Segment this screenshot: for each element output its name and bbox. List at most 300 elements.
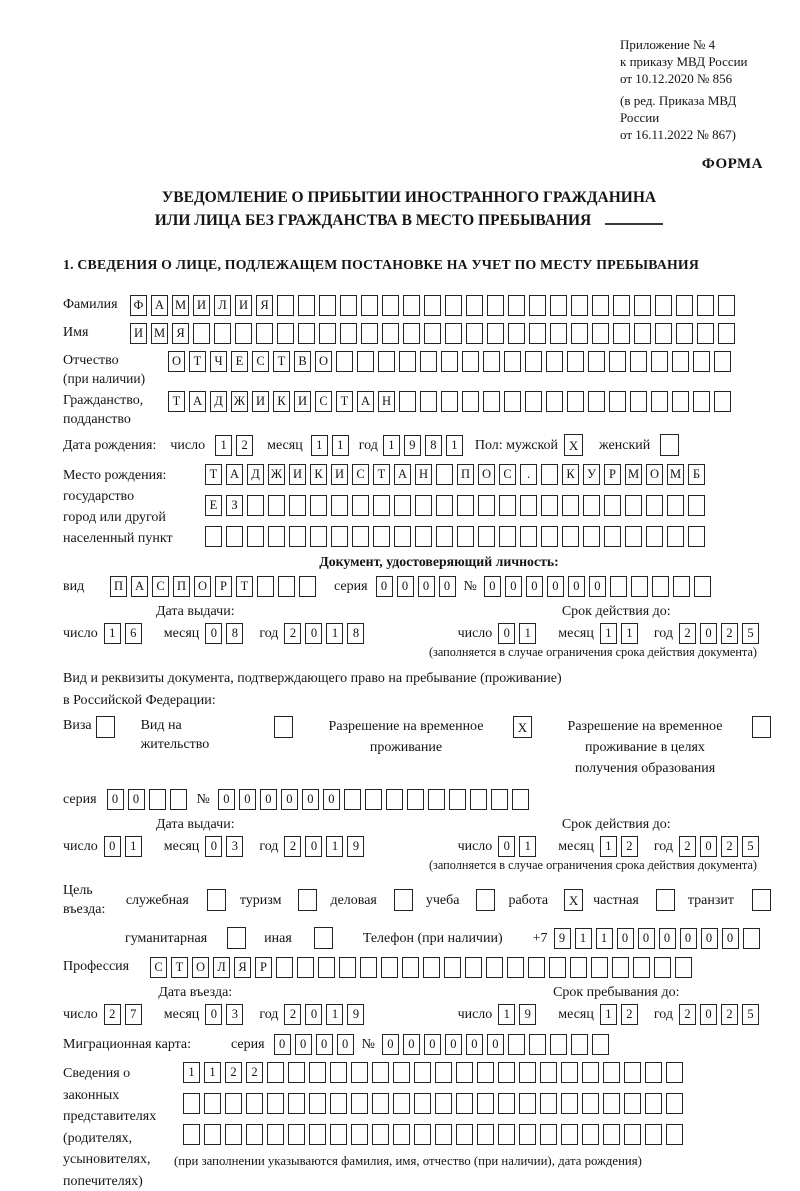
char-cell[interactable] [477, 1062, 494, 1083]
char-cell[interactable] [257, 576, 274, 597]
char-cell[interactable] [456, 1124, 473, 1145]
char-cell[interactable]: И [235, 295, 252, 316]
char-cell[interactable] [360, 957, 377, 978]
char-cell[interactable]: 2 [679, 623, 696, 644]
char-cell[interactable] [504, 391, 521, 412]
sex-male-checkbox[interactable]: X [564, 434, 583, 456]
char-cell[interactable]: 0 [323, 789, 340, 810]
char-cell[interactable]: 0 [700, 1004, 717, 1025]
char-cell[interactable] [319, 295, 336, 316]
char-cell[interactable] [393, 1093, 410, 1114]
char-cell[interactable]: Я [256, 295, 273, 316]
char-cell[interactable] [624, 1093, 641, 1114]
char-cell[interactable]: П [173, 576, 190, 597]
char-cell[interactable] [546, 351, 563, 372]
char-cell[interactable] [676, 295, 693, 316]
char-cell[interactable]: 0 [382, 1034, 399, 1055]
char-cell[interactable]: 0 [218, 789, 235, 810]
char-cell[interactable] [277, 295, 294, 316]
char-cell[interactable] [170, 789, 187, 810]
char-cell[interactable] [613, 323, 630, 344]
char-cell[interactable]: И [130, 323, 147, 344]
char-cell[interactable]: Н [378, 391, 395, 412]
char-cell[interactable] [561, 1093, 578, 1114]
char-cell[interactable] [571, 323, 588, 344]
char-cell[interactable]: 0 [302, 789, 319, 810]
char-cell[interactable] [567, 391, 584, 412]
purpose-other-checkbox[interactable] [314, 927, 333, 949]
char-cell[interactable]: 2 [246, 1062, 263, 1083]
char-cell[interactable] [676, 323, 693, 344]
char-cell[interactable] [318, 957, 335, 978]
char-cell[interactable]: Я [234, 957, 251, 978]
char-cell[interactable]: 0 [128, 789, 145, 810]
char-cell[interactable]: 9 [347, 1004, 364, 1025]
char-cell[interactable] [267, 1093, 284, 1114]
char-cell[interactable] [588, 351, 605, 372]
char-cell[interactable] [550, 1034, 567, 1055]
char-cell[interactable]: 0 [700, 836, 717, 857]
char-cell[interactable] [609, 391, 626, 412]
char-cell[interactable] [462, 351, 479, 372]
char-cell[interactable]: Т [236, 576, 253, 597]
char-cell[interactable] [582, 1124, 599, 1145]
char-cell[interactable]: 3 [226, 1004, 243, 1025]
char-cell[interactable]: 0 [498, 623, 515, 644]
char-cell[interactable] [508, 295, 525, 316]
char-cell[interactable]: З [226, 495, 243, 516]
char-cell[interactable]: М [151, 323, 168, 344]
char-cell[interactable] [386, 789, 403, 810]
char-cell[interactable]: 0 [659, 928, 676, 949]
char-cell[interactable]: 0 [260, 789, 277, 810]
char-cell[interactable] [149, 789, 166, 810]
char-cell[interactable]: 0 [418, 576, 435, 597]
char-cell[interactable]: А [357, 391, 374, 412]
char-cell[interactable] [361, 295, 378, 316]
purpose-private-checkbox[interactable] [656, 889, 675, 911]
char-cell[interactable] [714, 391, 731, 412]
char-cell[interactable] [298, 323, 315, 344]
char-cell[interactable] [520, 526, 537, 547]
char-cell[interactable] [297, 957, 314, 978]
char-cell[interactable] [204, 1124, 221, 1145]
char-cell[interactable] [550, 295, 567, 316]
char-cell[interactable] [373, 526, 390, 547]
char-cell[interactable] [688, 526, 705, 547]
char-cell[interactable] [246, 1093, 263, 1114]
char-cell[interactable] [630, 351, 647, 372]
char-cell[interactable] [508, 323, 525, 344]
char-cell[interactable] [381, 957, 398, 978]
char-cell[interactable] [247, 526, 264, 547]
char-cell[interactable] [441, 351, 458, 372]
char-cell[interactable] [529, 323, 546, 344]
char-cell[interactable] [591, 957, 608, 978]
char-cell[interactable] [256, 323, 273, 344]
char-cell[interactable]: Т [205, 464, 222, 485]
char-cell[interactable]: С [152, 576, 169, 597]
char-cell[interactable] [603, 1062, 620, 1083]
char-cell[interactable]: А [394, 464, 411, 485]
char-cell[interactable] [407, 789, 424, 810]
char-cell[interactable] [633, 957, 650, 978]
char-cell[interactable]: 1 [204, 1062, 221, 1083]
char-cell[interactable] [603, 1124, 620, 1145]
char-cell[interactable]: 0 [445, 1034, 462, 1055]
char-cell[interactable]: 5 [742, 1004, 759, 1025]
char-cell[interactable]: Ч [210, 351, 227, 372]
char-cell[interactable] [666, 1124, 683, 1145]
char-cell[interactable] [193, 323, 210, 344]
char-cell[interactable] [351, 1062, 368, 1083]
char-cell[interactable] [525, 351, 542, 372]
char-cell[interactable] [673, 576, 690, 597]
char-cell[interactable] [567, 351, 584, 372]
char-cell[interactable] [529, 1034, 546, 1055]
char-cell[interactable]: О [194, 576, 211, 597]
char-cell[interactable] [462, 391, 479, 412]
char-cell[interactable]: 2 [621, 1004, 638, 1025]
char-cell[interactable] [445, 295, 462, 316]
char-cell[interactable] [634, 323, 651, 344]
char-cell[interactable]: 0 [205, 836, 222, 857]
char-cell[interactable] [667, 495, 684, 516]
char-cell[interactable] [319, 323, 336, 344]
char-cell[interactable] [697, 295, 714, 316]
char-cell[interactable] [498, 1093, 515, 1114]
char-cell[interactable] [697, 323, 714, 344]
char-cell[interactable] [645, 1124, 662, 1145]
char-cell[interactable]: 0 [424, 1034, 441, 1055]
char-cell[interactable] [541, 495, 558, 516]
char-cell[interactable] [498, 1062, 515, 1083]
char-cell[interactable]: 1 [446, 435, 463, 456]
char-cell[interactable]: 3 [226, 836, 243, 857]
char-cell[interactable] [309, 1093, 326, 1114]
char-cell[interactable] [277, 323, 294, 344]
char-cell[interactable]: 0 [376, 576, 393, 597]
char-cell[interactable] [268, 526, 285, 547]
char-cell[interactable]: 2 [236, 435, 253, 456]
char-cell[interactable]: 6 [125, 623, 142, 644]
char-cell[interactable] [428, 789, 445, 810]
char-cell[interactable] [483, 391, 500, 412]
char-cell[interactable]: Т [189, 351, 206, 372]
char-cell[interactable] [336, 351, 353, 372]
char-cell[interactable]: М [172, 295, 189, 316]
char-cell[interactable]: Т [168, 391, 185, 412]
char-cell[interactable]: И [289, 464, 306, 485]
char-cell[interactable]: Р [604, 464, 621, 485]
char-cell[interactable] [672, 391, 689, 412]
char-cell[interactable]: Д [247, 464, 264, 485]
char-cell[interactable] [436, 464, 453, 485]
char-cell[interactable] [423, 957, 440, 978]
char-cell[interactable]: 2 [679, 1004, 696, 1025]
char-cell[interactable]: Н [415, 464, 432, 485]
char-cell[interactable] [420, 351, 437, 372]
char-cell[interactable] [399, 351, 416, 372]
char-cell[interactable] [288, 1062, 305, 1083]
purpose-transit-checkbox[interactable] [752, 889, 771, 911]
char-cell[interactable]: 8 [226, 623, 243, 644]
char-cell[interactable] [507, 957, 524, 978]
char-cell[interactable] [583, 526, 600, 547]
char-cell[interactable]: М [667, 464, 684, 485]
char-cell[interactable]: О [192, 957, 209, 978]
visa-checkbox[interactable] [96, 716, 115, 738]
char-cell[interactable]: П [110, 576, 127, 597]
char-cell[interactable]: К [273, 391, 290, 412]
char-cell[interactable] [444, 957, 461, 978]
char-cell[interactable] [609, 351, 626, 372]
char-cell[interactable]: 2 [721, 836, 738, 857]
purpose-business-checkbox[interactable] [394, 889, 413, 911]
char-cell[interactable] [225, 1093, 242, 1114]
char-cell[interactable]: 2 [679, 836, 696, 857]
char-cell[interactable] [672, 351, 689, 372]
char-cell[interactable]: 1 [575, 928, 592, 949]
char-cell[interactable]: 0 [498, 836, 515, 857]
char-cell[interactable]: 1 [600, 836, 617, 857]
char-cell[interactable]: 2 [284, 1004, 301, 1025]
char-cell[interactable] [624, 1062, 641, 1083]
char-cell[interactable]: 1 [519, 836, 536, 857]
char-cell[interactable] [612, 957, 629, 978]
purpose-tourism-checkbox[interactable] [298, 889, 317, 911]
char-cell[interactable]: 2 [721, 623, 738, 644]
char-cell[interactable]: 1 [104, 623, 121, 644]
char-cell[interactable]: 0 [547, 576, 564, 597]
char-cell[interactable] [561, 1062, 578, 1083]
char-cell[interactable]: А [151, 295, 168, 316]
char-cell[interactable]: 1 [326, 1004, 343, 1025]
char-cell[interactable] [340, 295, 357, 316]
char-cell[interactable] [645, 1062, 662, 1083]
char-cell[interactable] [414, 1124, 431, 1145]
char-cell[interactable]: 0 [239, 789, 256, 810]
char-cell[interactable]: Ж [268, 464, 285, 485]
char-cell[interactable] [351, 1093, 368, 1114]
char-cell[interactable]: И [294, 391, 311, 412]
char-cell[interactable]: 0 [205, 623, 222, 644]
char-cell[interactable] [508, 1034, 525, 1055]
char-cell[interactable]: С [315, 391, 332, 412]
char-cell[interactable] [477, 1093, 494, 1114]
char-cell[interactable] [525, 391, 542, 412]
char-cell[interactable] [435, 1093, 452, 1114]
char-cell[interactable] [289, 526, 306, 547]
char-cell[interactable] [499, 526, 516, 547]
char-cell[interactable] [651, 351, 668, 372]
purpose-work-checkbox[interactable]: X [564, 889, 583, 911]
char-cell[interactable] [393, 1124, 410, 1145]
char-cell[interactable] [276, 957, 293, 978]
char-cell[interactable]: 1 [600, 623, 617, 644]
char-cell[interactable]: 0 [638, 928, 655, 949]
char-cell[interactable]: И [252, 391, 269, 412]
char-cell[interactable]: 5 [742, 623, 759, 644]
char-cell[interactable]: П [457, 464, 474, 485]
char-cell[interactable]: 0 [505, 576, 522, 597]
char-cell[interactable] [414, 1093, 431, 1114]
char-cell[interactable] [330, 1124, 347, 1145]
char-cell[interactable]: 0 [701, 928, 718, 949]
char-cell[interactable] [630, 391, 647, 412]
char-cell[interactable] [483, 351, 500, 372]
char-cell[interactable] [693, 351, 710, 372]
char-cell[interactable] [718, 295, 735, 316]
char-cell[interactable]: О [168, 351, 185, 372]
char-cell[interactable] [465, 957, 482, 978]
char-cell[interactable]: Л [214, 295, 231, 316]
char-cell[interactable] [289, 495, 306, 516]
purpose-official-checkbox[interactable] [207, 889, 226, 911]
char-cell[interactable] [372, 1093, 389, 1114]
char-cell[interactable] [414, 1062, 431, 1083]
char-cell[interactable]: Ж [231, 391, 248, 412]
char-cell[interactable]: К [562, 464, 579, 485]
char-cell[interactable]: А [226, 464, 243, 485]
char-cell[interactable]: 0 [205, 1004, 222, 1025]
char-cell[interactable]: 9 [404, 435, 421, 456]
char-cell[interactable] [646, 526, 663, 547]
char-cell[interactable] [693, 391, 710, 412]
char-cell[interactable] [478, 495, 495, 516]
char-cell[interactable] [562, 526, 579, 547]
char-cell[interactable]: 2 [225, 1062, 242, 1083]
char-cell[interactable] [675, 957, 692, 978]
char-cell[interactable]: 1 [326, 836, 343, 857]
char-cell[interactable] [214, 323, 231, 344]
char-cell[interactable] [183, 1124, 200, 1145]
char-cell[interactable] [667, 526, 684, 547]
char-cell[interactable]: Л [213, 957, 230, 978]
char-cell[interactable] [365, 789, 382, 810]
char-cell[interactable] [330, 1093, 347, 1114]
char-cell[interactable] [415, 526, 432, 547]
char-cell[interactable] [571, 295, 588, 316]
char-cell[interactable] [718, 323, 735, 344]
char-cell[interactable] [582, 1093, 599, 1114]
char-cell[interactable]: 1 [215, 435, 232, 456]
char-cell[interactable] [486, 957, 503, 978]
char-cell[interactable]: 0 [107, 789, 124, 810]
char-cell[interactable] [592, 1034, 609, 1055]
char-cell[interactable] [504, 351, 521, 372]
char-cell[interactable]: 1 [596, 928, 613, 949]
char-cell[interactable]: К [310, 464, 327, 485]
char-cell[interactable] [592, 295, 609, 316]
char-cell[interactable] [625, 495, 642, 516]
char-cell[interactable] [625, 526, 642, 547]
char-cell[interactable]: 7 [125, 1004, 142, 1025]
char-cell[interactable] [267, 1062, 284, 1083]
char-cell[interactable]: 0 [526, 576, 543, 597]
char-cell[interactable] [540, 1093, 557, 1114]
char-cell[interactable]: 0 [337, 1034, 354, 1055]
char-cell[interactable] [634, 295, 651, 316]
char-cell[interactable] [441, 391, 458, 412]
char-cell[interactable]: 0 [403, 1034, 420, 1055]
char-cell[interactable] [288, 1124, 305, 1145]
char-cell[interactable] [372, 1062, 389, 1083]
purpose-humanitarian-checkbox[interactable] [227, 927, 246, 949]
char-cell[interactable] [268, 495, 285, 516]
char-cell[interactable] [436, 495, 453, 516]
char-cell[interactable] [646, 495, 663, 516]
char-cell[interactable]: 0 [722, 928, 739, 949]
char-cell[interactable]: Б [688, 464, 705, 485]
char-cell[interactable]: Т [273, 351, 290, 372]
char-cell[interactable]: С [499, 464, 516, 485]
char-cell[interactable]: 0 [305, 1004, 322, 1025]
char-cell[interactable] [588, 391, 605, 412]
char-cell[interactable]: А [131, 576, 148, 597]
char-cell[interactable] [624, 1124, 641, 1145]
char-cell[interactable] [491, 789, 508, 810]
char-cell[interactable]: 9 [519, 1004, 536, 1025]
char-cell[interactable] [344, 789, 361, 810]
sex-female-checkbox[interactable] [660, 434, 679, 456]
char-cell[interactable]: 0 [568, 576, 585, 597]
char-cell[interactable]: М [625, 464, 642, 485]
char-cell[interactable]: 0 [439, 576, 456, 597]
char-cell[interactable] [519, 1062, 536, 1083]
char-cell[interactable] [382, 295, 399, 316]
char-cell[interactable] [299, 576, 316, 597]
char-cell[interactable]: 1 [311, 435, 328, 456]
char-cell[interactable] [549, 957, 566, 978]
char-cell[interactable] [561, 1124, 578, 1145]
char-cell[interactable] [339, 957, 356, 978]
residence-permit-checkbox[interactable] [274, 716, 293, 738]
char-cell[interactable]: 0 [466, 1034, 483, 1055]
char-cell[interactable]: . [520, 464, 537, 485]
char-cell[interactable] [743, 928, 760, 949]
char-cell[interactable] [331, 526, 348, 547]
char-cell[interactable]: 0 [700, 623, 717, 644]
char-cell[interactable]: 0 [295, 1034, 312, 1055]
char-cell[interactable] [654, 957, 671, 978]
char-cell[interactable]: В [294, 351, 311, 372]
char-cell[interactable]: 2 [284, 836, 301, 857]
char-cell[interactable]: 1 [519, 623, 536, 644]
char-cell[interactable] [225, 1124, 242, 1145]
char-cell[interactable] [592, 323, 609, 344]
char-cell[interactable] [571, 1034, 588, 1055]
char-cell[interactable]: 8 [347, 623, 364, 644]
char-cell[interactable]: О [478, 464, 495, 485]
char-cell[interactable]: 0 [104, 836, 121, 857]
char-cell[interactable]: С [150, 957, 167, 978]
char-cell[interactable] [487, 295, 504, 316]
char-cell[interactable] [666, 1093, 683, 1114]
char-cell[interactable] [361, 323, 378, 344]
char-cell[interactable] [457, 495, 474, 516]
char-cell[interactable]: 1 [125, 836, 142, 857]
char-cell[interactable] [445, 323, 462, 344]
char-cell[interactable]: 0 [487, 1034, 504, 1055]
char-cell[interactable]: С [252, 351, 269, 372]
char-cell[interactable] [613, 295, 630, 316]
char-cell[interactable] [550, 323, 567, 344]
char-cell[interactable] [655, 323, 672, 344]
char-cell[interactable] [694, 576, 711, 597]
char-cell[interactable] [499, 495, 516, 516]
char-cell[interactable] [288, 1093, 305, 1114]
